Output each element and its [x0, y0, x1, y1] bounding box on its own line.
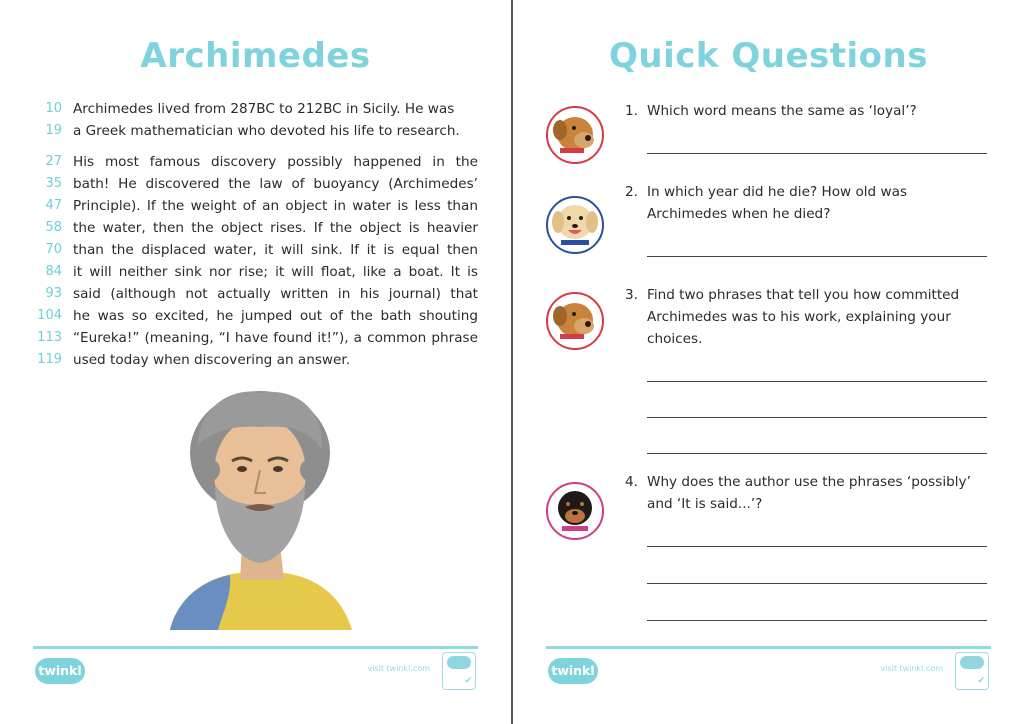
question-number: 4.	[625, 474, 638, 490]
footer	[546, 646, 991, 706]
airedale-dog-icon	[546, 292, 604, 350]
question-text: and ‘It is said...’?	[647, 496, 763, 512]
line-text: used today when discovering an answer.	[73, 352, 351, 368]
question-number: 2.	[625, 184, 638, 200]
answer-line[interactable]	[647, 546, 987, 547]
line-number: 35	[45, 176, 62, 191]
passage-line	[28, 261, 478, 283]
passage-line	[28, 195, 478, 217]
line-number: 47	[45, 198, 62, 213]
line-text: Principle). If the weight of an object in water is less than	[73, 198, 478, 214]
answer-line[interactable]	[647, 583, 987, 584]
golden-retriever-icon	[546, 196, 604, 254]
line-text: His most famous discovery possibly happened in the	[73, 154, 478, 170]
passage	[28, 98, 478, 371]
line-text: than the displaced water, it will sink. If it is equal then	[73, 242, 478, 258]
quality-badge-icon: ✔	[955, 652, 989, 690]
line-text: “Eureka!” (meaning, “I have found it!”), a common phrase	[73, 330, 478, 346]
questions-page	[513, 0, 1024, 724]
passage-line	[28, 120, 478, 142]
line-text: bath! He discovered the law of buoyancy (Archimedes’	[73, 176, 478, 192]
passage-line	[28, 349, 478, 371]
answer-line[interactable]	[647, 620, 987, 621]
line-text: Archimedes lived from 287BC to 212BC in Sicily. He was	[73, 101, 455, 117]
passage-line	[28, 151, 478, 173]
answer-line[interactable]	[647, 417, 987, 418]
question-text: Which word means the same as ‘loyal’?	[647, 103, 917, 119]
twinkl-logo[interactable]: twinkl	[548, 658, 598, 684]
passage-line	[28, 239, 478, 261]
line-number: 104	[37, 308, 62, 323]
rottweiler-icon	[546, 482, 604, 540]
answer-line[interactable]	[647, 453, 987, 454]
passage-line	[28, 98, 478, 120]
question-number: 3.	[625, 287, 638, 303]
passage-line	[28, 305, 478, 327]
page-title: Archimedes	[140, 36, 371, 76]
line-number: 84	[45, 264, 62, 279]
footer	[33, 646, 478, 706]
passage-line	[28, 283, 478, 305]
visit-link[interactable]: visit twinkl.com	[880, 664, 943, 673]
answer-line[interactable]	[647, 153, 987, 154]
answer-line[interactable]	[647, 381, 987, 382]
visit-link[interactable]: visit twinkl.com	[367, 664, 430, 673]
line-number: 10	[45, 101, 62, 116]
line-text: the water, then the object rises. If the object is heavier	[73, 220, 478, 236]
line-number: 27	[45, 154, 62, 169]
archimedes-portrait	[160, 375, 360, 635]
page-title: Quick Questions	[609, 36, 928, 76]
question-text: In which year did he die? How old was	[647, 184, 908, 200]
question-text: choices.	[647, 331, 703, 347]
question-number: 1.	[625, 103, 638, 119]
line-number: 70	[45, 242, 62, 257]
question-text: Find two phrases that tell you how committed	[647, 287, 960, 303]
question-text: Why does the author use the phrases ‘possibly’	[647, 474, 971, 490]
quality-badge-icon: ✔	[442, 652, 476, 690]
line-number: 58	[45, 220, 62, 235]
line-number: 19	[45, 123, 62, 138]
line-number: 119	[37, 352, 62, 367]
reading-page	[0, 0, 511, 724]
passage-line	[28, 173, 478, 195]
airedale-dog-icon	[546, 106, 604, 164]
question-text: Archimedes when he died?	[647, 206, 831, 222]
passage-line	[28, 327, 478, 349]
answer-line[interactable]	[647, 256, 987, 257]
passage-line	[28, 217, 478, 239]
line-text: a Greek mathematician who devoted his life to research.	[73, 123, 460, 139]
line-number: 93	[45, 286, 62, 301]
line-text: it will neither sink nor rise; it will float, like a boat. It is	[73, 264, 478, 280]
line-text: he was so excited, he jumped out of the bath shouting	[73, 308, 478, 324]
question-text: Archimedes was to his work, explaining your	[647, 309, 951, 325]
line-text: said (although not actually written in his journal) that	[73, 286, 478, 302]
line-number: 113	[37, 330, 62, 345]
twinkl-logo[interactable]: twinkl	[35, 658, 85, 684]
